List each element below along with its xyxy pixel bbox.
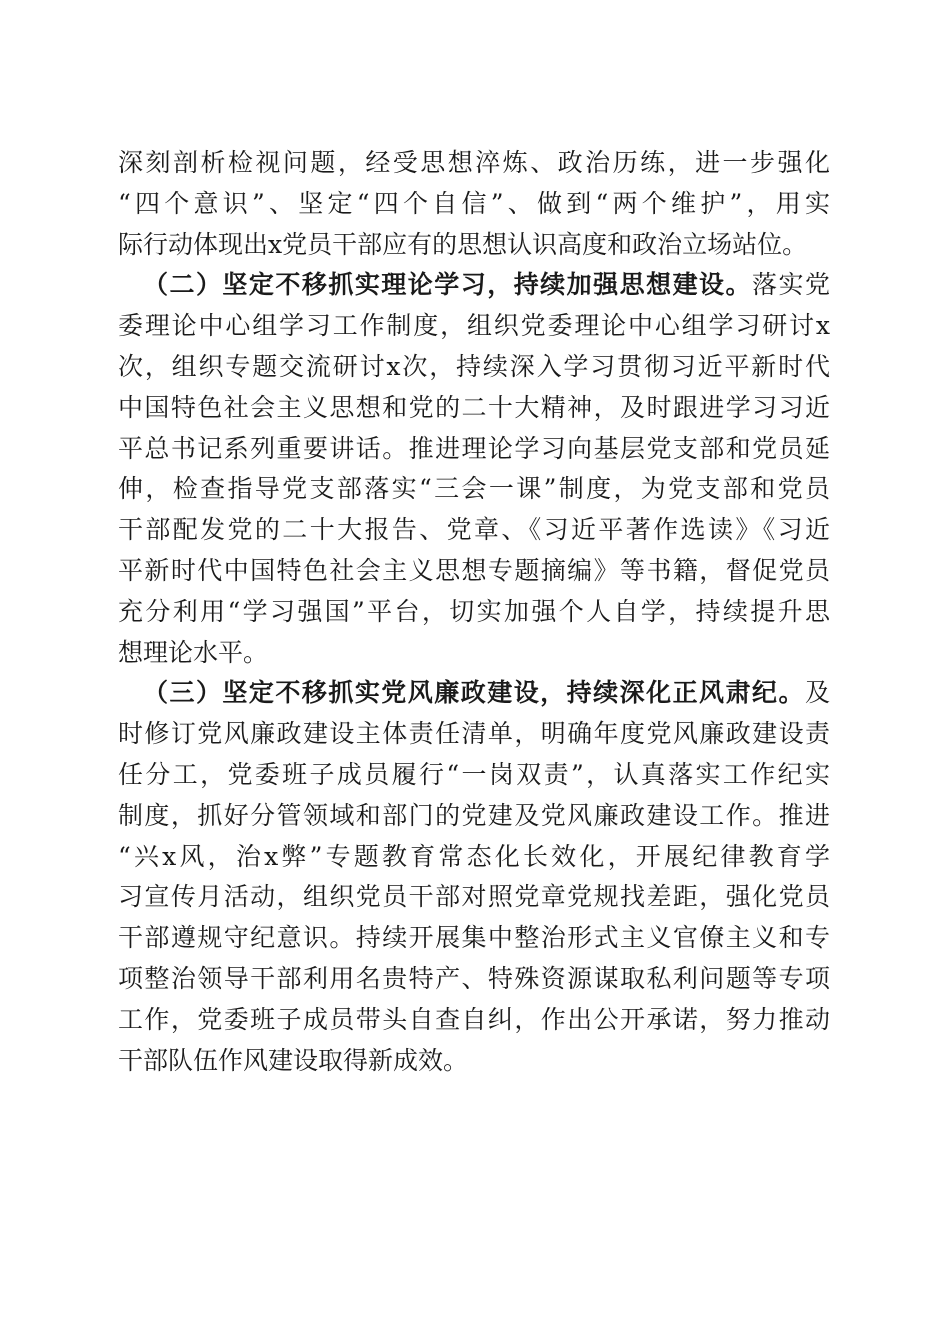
text-line: 制度，抓好分管领域和部门的党建及党风廉政建设工作。推进 xyxy=(118,800,830,830)
text-line: 深刻剖析检视问题，经受思想淬炼、政治历练，进一步强化 xyxy=(118,148,830,177)
paragraph-continuation xyxy=(118,143,830,265)
text-line: 中国特色社会主义思想和党的二十大精神，及时跟进学习习近 xyxy=(118,392,830,422)
text-line xyxy=(118,673,830,714)
text-line: “兴x风，治x弊”专题教育常态化长效化，开展纪律教育学 xyxy=(118,841,830,871)
text-line xyxy=(118,265,830,306)
section-heading: （二）坚定不移抓实理论学习，持续加强思想建设。 xyxy=(143,270,753,300)
text-fragment: 落实党 xyxy=(752,270,830,300)
text-fragment: 及 xyxy=(804,678,830,708)
text-line: 习宣传月活动，组织党员干部对照党章党规找差距，强化党员 xyxy=(118,882,830,912)
text-line: 项整治领导干部利用名贵特产、特殊资源谋取私利问题等专项 xyxy=(118,963,830,993)
text-line: 干部配发党的二十大报告、党章、《习近平著作选读》《习近 xyxy=(118,515,830,545)
text-line: 任分工，党委班子成员履行“一岗双责”，认真落实工作纪实 xyxy=(118,759,830,789)
text-line: 委理论中心组学习工作制度，组织党委理论中心组学习研讨x xyxy=(118,311,830,341)
text-line: 次，组织专题交流研讨x次，持续深入学习贯彻习近平新时代 xyxy=(118,351,830,381)
text-line: 想理论水平。 xyxy=(118,637,269,667)
text-line: 时修订党风廉政建设主体责任清单，明确年度党风廉政建设责 xyxy=(118,719,830,749)
text-line: “四个意识”、坚定“四个自信”、做到“两个维护”，用实 xyxy=(118,188,830,218)
text-line: 充分利用“学习强国”平台，切实加强个人自学，持续提升思 xyxy=(118,596,830,626)
text-line: 平新时代中国特色社会主义思想专题摘编》等书籍，督促党员 xyxy=(118,555,830,585)
text-line: 干部队伍作风建设取得新成效。 xyxy=(118,1045,469,1075)
section-heading: （三）坚定不移抓实党风廉政建设，持续深化正风肃纪。 xyxy=(143,678,805,708)
text-line: 工作，党委班子成员带头自查自纠，作出公开承诺，努力推动 xyxy=(118,1004,830,1034)
text-line: 平总书记系列重要讲话。推进理论学习向基层党支部和党员延 xyxy=(118,433,830,463)
paragraph-integrity-building xyxy=(118,673,830,1081)
text-line: 际行动体现出x党员干部应有的思想认识高度和政治立场站位。 xyxy=(118,229,808,259)
body-text xyxy=(118,143,830,1081)
text-line: 干部遵规守纪意识。持续开展集中整治形式主义官僚主义和专 xyxy=(118,923,830,953)
paragraph-theory-study xyxy=(118,265,830,673)
text-line: 伸，检查指导党支部落实“三会一课”制度，为党支部和党员 xyxy=(118,474,830,504)
